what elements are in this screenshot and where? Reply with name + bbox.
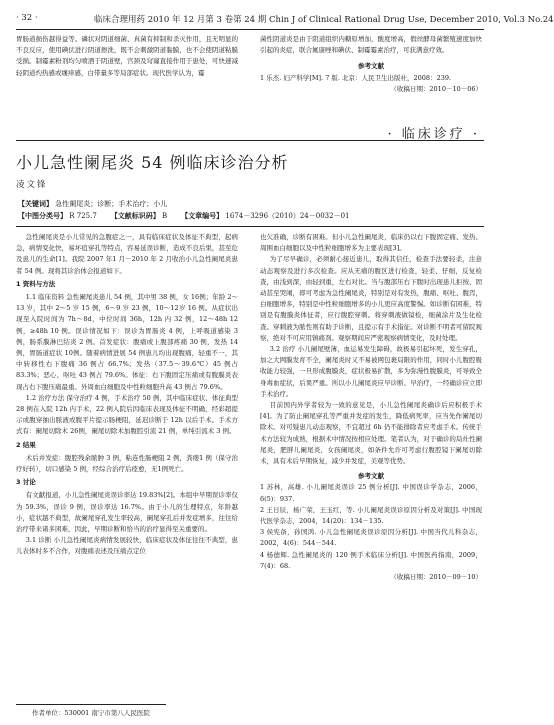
section-heading: 2 结果 xyxy=(16,440,36,449)
body-left-column xyxy=(16,232,238,558)
received-date: （收稿日期：2010－09－10） xyxy=(390,573,482,582)
doc-code-value: B xyxy=(162,212,168,220)
body-paragraph: 也欠准确，诊断有困难。但小儿急性阑尾炎，临床仍以右下腹固定痛、发热、周围血白细胞以及中性粒细胞增多为主要表现[3]。 xyxy=(260,233,482,253)
body-paragraph: 急性阑尾炎是小儿常见的急腹症之一，具有临床症状及体征不典型，起病急，病情变化快，易坏疽穿孔等特点，容易延误诊断，造成不良后果，甚至危及患儿的生命[1]。我院 2007 年1 月－2010 年 2 月收治小儿急性阑尾炎患者 54 例。现将其诊治体会报道如下。 xyxy=(16,233,238,275)
ref-heading-prev: 参考文献 xyxy=(358,62,384,71)
prev-article-right xyxy=(260,34,482,95)
title-rule xyxy=(16,226,484,227)
ref-item: 2 王日辰，杨广荣，王玉红，等. 小儿阑尾炎误诊原因分析及对策[J]. 中国现代医学杂志，2004，14(20)：134－135. xyxy=(260,505,482,526)
ref-list xyxy=(260,482,482,572)
doc-code-label: 【文献标识码】 xyxy=(110,212,160,220)
body-paragraph: 术后并发症：腹腔残余脓肿 3 例，粘连性肠梗阻 2 例，粪瘘1 例（保守治疗好转），切口感染 5 例，经综合治疗后痊愈，无1例死亡。 xyxy=(16,453,238,474)
section-heading: 1 资料与方法 xyxy=(16,279,56,288)
ref-heading: 参考文献 xyxy=(358,472,384,481)
body-paragraph: 有文献报道，小儿急性阑尾炎误诊率达 19.83%[2]。本组中早期误诊率仅为 59.3%，误诊 9 例，误诊率达 16.7%。由于小儿的生理特点，年龄越小，症状越不典型，故阑尾穿孔发生率较高，阑尾穿孔后并发症增多，往往给治疗带来诸多困难，因此，早期诊断和恰当的治疗显得至关重要的。 xyxy=(16,491,238,534)
article-no-label: 【文章编号】 xyxy=(181,212,224,220)
article-title: 小儿急性阑尾炎 54 例临床诊治分析 xyxy=(16,153,289,172)
class-value: R 725.7 xyxy=(69,212,97,220)
keywords-value: 急性阑尾炎；诊断；手术治疗；小儿 xyxy=(55,200,168,208)
body-paragraph: 1.1 临床资料 急性阑尾炎患儿 54 例，其中男 38 例，女 16例；年龄 2～13 岁，其中 2～5 岁 15 例，6～9 岁 23 例，10～12岁 16 例。从症状出现至入院时间为 7h～8d，中位时间 36h，12h 内 32 例，12～48h 12 例，≥48h 10 例。误诊情况如下：误诊为胃肠炎 4 例，上呼吸道感染 3 例，肠系膜淋巴结炎 2 例。首发症状：腹痛或上腹部疼痛 30 例，发热 14 例，胃肠道症状 10例。随着病情进展 54 例患儿均出现腹痛，轻重不一，其中转移性右下腹痛 36 例占 66.7%；发热（37.5～39.6℃）45 例占83.3%；恶心、呕吐 43 例占 79.6%。体征：右下腹固定压痛或有腹膜炎表现占右下腹压痛最重。外周血白细胞及中性粒细胞升高 43 例占 79.6%。 xyxy=(16,293,238,391)
body-paragraph: 为了尽早确诊，必须耐心接近患儿，取得其信任，检查手法要轻柔，注意动态观察及进行多次检查。应从无痛的腹区进行检查，轻柔、仔细，反复检查，由浅到深，由轻到重，左右对比。当与腹部压右下腹时出现患儿拒按、固动甚至哭闹，即可考虑为急性阑尾炎，特别是对有发热，腹痛、呕吐、腹泻，白细胞增多，特别是中性粒细胞增多的小儿更应高度警惕。如诊断有困难，特别是有腹膜炎体征者，应行腹腔穿刺。将穿刺液做镜检，细菌涂片及生化检查。穿刺液为脓性则有助于诊断，且提示有手术指征。对诊断不明者可留院观察，绝对不可应用镇痛剂。观察期间应严密观察病情变化，及时处理。 xyxy=(260,255,482,342)
body-paragraph: 3.1 诊断 小儿急性阑尾炎病情发展较快，临床症状及体征往往不典型，患儿表体时多不合作，对腹痛表述及压痛点定位 xyxy=(16,536,238,556)
ref-item: 3 侯宪备，孙国鸿. 小儿急性阑尾炎误诊原因分析[J]. 中国当代儿科杂志，2002，4(6)：544－544. xyxy=(260,528,482,548)
prev-article-left xyxy=(16,34,238,79)
section-badge: · 临床诊疗 · xyxy=(387,127,480,142)
keywords-block xyxy=(18,198,480,222)
body-right-column xyxy=(260,232,482,583)
author-name: 凌文锋 xyxy=(16,180,48,190)
ref-item: 4 杨德辉. 急性阑尾炎的 120 例手术临床分析[J]. 中国医药指南，2009，7(4)：68. xyxy=(260,550,482,570)
section-heading: 3 讨论 xyxy=(16,478,36,487)
keywords-label: 【关键词】 xyxy=(18,200,53,208)
page-number: · 32 · xyxy=(16,13,38,23)
running-header xyxy=(16,12,554,28)
body-paragraph: 1.2 治疗方法 保守治疗 4 例，手术治疗 50 例，其中临床症状、体征典型 28 例在入院 12h 内手术，22 例入院后因临床表现及体征不明确，经彩超提示或腹穿抽出脓液或腹平片提示肠梗阻，延迟诊断于 12h 以后手术。手术方式有：阑尾切除术 26例，阑尾切除术加腹腔引流 21 例，单纯引流术 3 例。 xyxy=(16,393,238,436)
header-rule xyxy=(16,29,484,30)
author-unit: 作者单位：530001 南宁市第八人民医院 xyxy=(32,709,150,717)
journal-info: 临床合理用药 2010 年 12 月第 3 卷第 24 期 Chin J of Clinical Rational Drug Use, December 2010, Vol.3 No.24 xyxy=(94,15,554,25)
ref-list-prev xyxy=(260,73,482,84)
section-rule xyxy=(16,140,484,141)
prev-article-text-end: 菌性阴道炎是由于阴道组织内糖原增加，酸度增高，假丝酵母菌繁殖速度加快引起的炎症，联合氟康唑和碘伏、制霉霉素治疗，可获满意疗效。 xyxy=(260,35,482,55)
ref-item: 1 苏林，高雄. 小儿阑尾炎误诊 25 例分析[J]. 中国误诊学杂志，2006，6(5)：937. xyxy=(260,483,482,503)
prev-article-text: 胃肠道损伤越得益等。磷状对阴道细菌、真菌有抑制和杀灭作用，且无明显的不良反应，使用碘伏进行阴道擦洗，既不会刺激阴道黏膜，也不会使阴道粘膜受损。制霉素粉剂均匀喷洒于阴道壁，宫颈及穹窿直接作用于患处，可快速减轻阴道灼热感或瘙痒感，白带量多等局部症状。现代医学认为，霉 xyxy=(16,35,238,77)
body-paragraph: 3.2 治疗 小儿阑尾壁薄，血运易发生障碍，故极易引起坏死，发生穿孔，加之大网膜发育不全，阑尾炎时又不易被网包裹局限的作用，同时小儿腹腔吸收能力较强，一旦形成腹膜炎，症状极易扩散，多为弥漫性腹膜炎，可导致全身毒血症状，后果严重。所以小儿阑尾炎应早诊断、早治疗，一经确诊应立即手术治疗。 xyxy=(260,345,482,398)
footnote-rule xyxy=(16,704,166,705)
ref-item: 1 乐杰. 妇产科学[M]. 7 版. 北京：人民卫生出版社，2008：239. xyxy=(260,73,452,82)
received-date-prev: （收稿日期：2010－10－06） xyxy=(390,84,482,93)
article-no-value: 1674－3296（2010）24－0032－01 xyxy=(225,212,350,220)
class-label: 【中图分类号】 xyxy=(18,212,67,220)
body-paragraph: 目前国内外学者较为一致的意见是，小儿急性阑尾炎确诊后应积极手术[4]。为了防止阑尾穿孔等严重并发症的发生，降低病死率，应当先作阑尾切除术。对可疑患儿动态观察，不宜超过 6h 仍不能排除者应考虑手术。传统手术方法较为成熟，根据术中情况按相应处理。笔者认为，对于确诊的局灶性阑尾炎，肥胖儿阑尾炎，女孩阑尾炎，如条件允许可考虑行腹腔镜下阑尾切除术，具有术后早期恢复，减少并发症，美观等优势。 xyxy=(260,401,482,466)
